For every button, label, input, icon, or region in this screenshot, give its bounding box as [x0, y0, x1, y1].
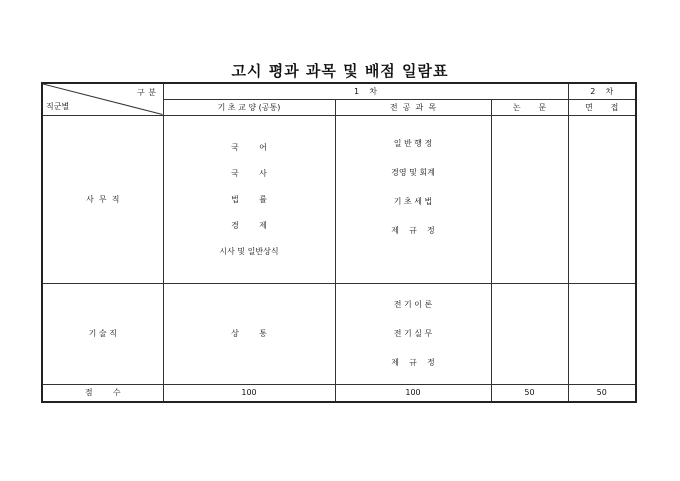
header-major-subjects: 전 공 과 목 — [335, 99, 491, 115]
list-item: 기 초 세 법 — [393, 197, 433, 206]
score-major: 100 — [335, 384, 491, 402]
list-item: 제 규 정 — [391, 358, 435, 367]
office-general-subjects — [163, 115, 335, 283]
header-general-education: 기 초 교 양 (공통) — [163, 99, 335, 115]
technical-interview-cell — [568, 283, 636, 384]
list-item: 일 반 행 정 — [393, 139, 433, 148]
header-interview: 면 접 — [568, 99, 636, 115]
technical-essay-cell — [491, 283, 568, 384]
list-item: 경 제 — [231, 220, 267, 230]
row-label-technical: 기 술 직 — [42, 283, 163, 384]
header-jikgunbyeol: 직군별 — [46, 101, 70, 111]
list-item: 전 기 이 론 — [393, 300, 433, 309]
office-major-subjects — [335, 115, 491, 283]
row-label-score: 점 수 — [42, 384, 163, 402]
list-item: 시사 및 일반상식 — [219, 246, 279, 256]
header-round-1: 1 차 — [163, 83, 568, 99]
office-interview-cell — [568, 115, 636, 283]
technical-major-subjects — [335, 283, 491, 384]
score-interview: 50 — [568, 384, 636, 402]
document-title: 고시 평과 과목 및 배점 일람표 — [231, 62, 449, 80]
list-item: 국 어 — [231, 142, 267, 152]
diagonal-header-cell — [42, 83, 163, 115]
table-row-office — [42, 115, 636, 283]
header-round-2: 2 차 — [568, 83, 636, 99]
list-item: 제 규 정 — [391, 226, 435, 235]
list-item: 법 률 — [231, 194, 267, 204]
table-row-score — [42, 384, 636, 402]
list-item: 전 기 실 무 — [393, 329, 433, 338]
score-essay: 50 — [491, 384, 568, 402]
header-essay: 논 문 — [491, 99, 568, 115]
header-gubun: 구 분 — [137, 88, 157, 97]
subject-score-table — [41, 82, 637, 403]
list-item: 국 사 — [231, 168, 267, 178]
technical-general-subjects: 상 통 — [163, 283, 335, 384]
row-label-office: 사 무 직 — [42, 115, 163, 283]
list-item: 경영 및 회계 — [391, 168, 435, 177]
score-general: 100 — [163, 384, 335, 402]
office-essay-cell — [491, 115, 568, 283]
table-row-technical — [42, 283, 636, 384]
